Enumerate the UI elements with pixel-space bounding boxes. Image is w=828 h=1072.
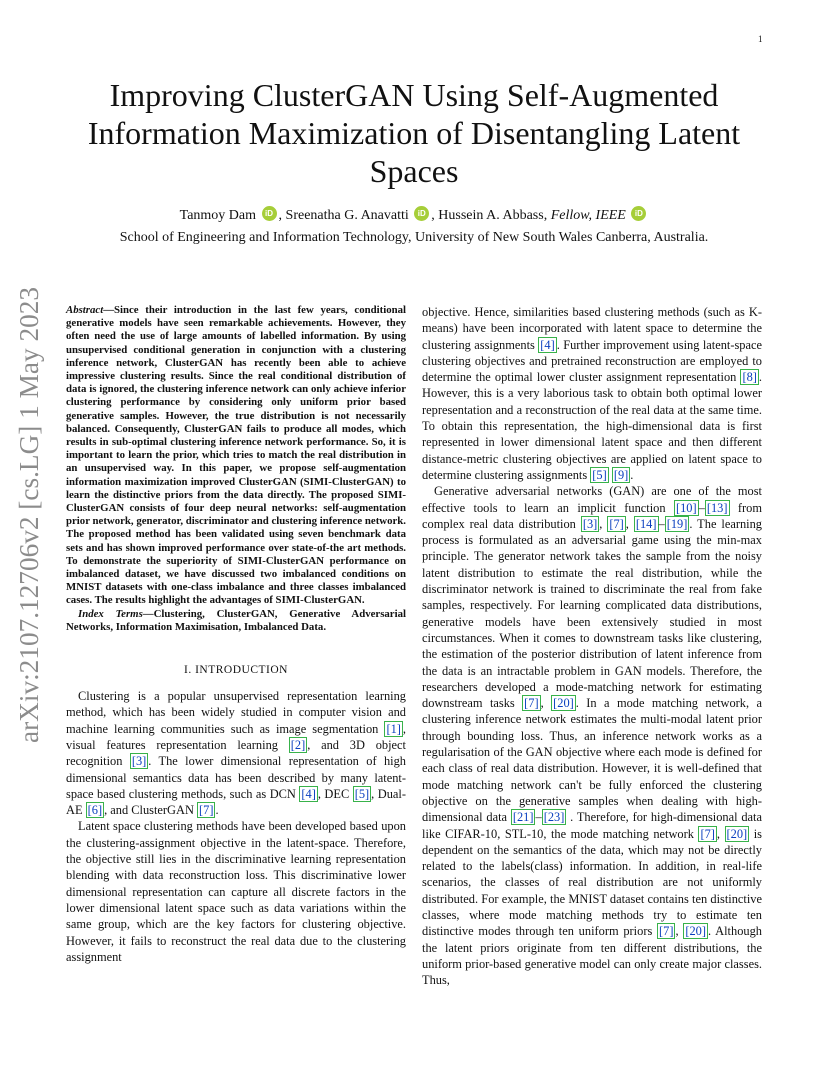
paragraph-text: . [215, 803, 219, 818]
paragraph-text: , [716, 826, 725, 841]
right-body [422, 304, 762, 988]
paragraph-text: . The lower dimensional representation of high dimensional semantics data has been described by many latent-space based clustering methods, such as DCN [66, 754, 406, 801]
page-number: 1 [758, 34, 763, 44]
author-name: Hussein A. Abbass [438, 208, 544, 223]
citation-link[interactable]: [21] [512, 810, 534, 825]
citation-link[interactable]: [8] [742, 370, 757, 385]
paragraph-text: , [540, 696, 552, 711]
arxiv-stamp-text: arXiv:2107.12706v2 [cs.LG] 1 May 2023 [14, 291, 44, 743]
body-paragraph [422, 483, 762, 988]
affiliation: School of Engineering and Information Technology, University of New South Wales Canberra, Australia. [119, 230, 709, 245]
paragraph-text: . Further improvement using latent-space clustering objectives and pretrained reconstruction are employed to determine the optimal lower cluster assignment representation [422, 337, 762, 385]
citation-link[interactable]: [2] [290, 737, 306, 752]
citation-link[interactable]: [7] [659, 924, 674, 939]
citation-link[interactable]: [4] [540, 337, 555, 352]
paragraph-text: . Although the latent priors originate from ten different distributions, the uniform prior-based generative model can only create major classes. Thus, [422, 924, 762, 988]
paragraph-text: . The learning process is formulated as an adversarial game using the min-max principle. The generator network takes the sample from the noisy latent distribution to estimate the real distribution, while the discriminator network is trained to discriminate the real from fake samples, respectively. For learning complicated data distributions, generative models have been extensively studied in most circumstances. When it comes to downstream tasks like clustering, the estimation of the posterior distribution of latent inference from the data is an intractable problem in GAN models. Therefore, the researchers developed a mode-matching network for estimating downstream tasks [422, 516, 762, 711]
paragraph-text: objective. Hence, similarities based clustering methods (such as K-means) have been incorporated with latent space to determine the clustering assignments [422, 305, 762, 352]
citation-link[interactable]: [7] [199, 803, 214, 818]
citation-link[interactable]: [20] [685, 924, 706, 939]
author-honorific: Fellow, IEEE [550, 208, 626, 223]
paragraph-text: , and ClusterGAN [104, 803, 197, 818]
paragraph-text: is dependent on the semantics of the data, which may not be directly related to the labels(class) information. In addition, in real-life scenarios, the classes of real distribution are not uniformly distributed. For example, the MNIST dataset contains ten distinctive classes, where mode matching methods try to estimate ten distinctive modes through ten uniform priors [422, 826, 762, 939]
paragraph-text: Generative adversarial networks (GAN) are one of the most effective tools to learn an implicit function [422, 484, 762, 515]
citation-link[interactable]: [20] [726, 826, 748, 841]
citation-link[interactable]: [13] [706, 500, 728, 515]
citation-link[interactable]: [3] [582, 516, 598, 531]
paragraph-text: – [658, 516, 665, 531]
orcid-icon[interactable]: iD [262, 206, 277, 221]
author-line: Tanmoy Dam iD , Sreenatha G. Anavatti iD , Hussein A. Abbass, Fellow, IEEE iD [60, 206, 768, 225]
orcid-icon[interactable]: iD [631, 206, 646, 221]
orcid-icon[interactable]: iD [414, 206, 429, 221]
citation-link[interactable]: [7] [609, 516, 624, 531]
section-heading: I. INTRODUCTION [184, 664, 288, 677]
paragraph-text: , and 3D object recognition [66, 737, 407, 769]
citation-link[interactable]: [4] [301, 786, 316, 801]
right-column [422, 304, 762, 988]
body-paragraph [422, 304, 762, 483]
paragraph-text: . Therefore, for high-dimensional data like CIFAR-10, STL-10, the mode matching network [422, 810, 762, 841]
paragraph-text: , [599, 516, 608, 531]
citation-link[interactable]: [5] [354, 786, 370, 801]
paragraph-text: . In a mode matching network, a clustering inference network estimates the multi-modal latent prior through bounding loss. Thus, an inference network works as a regularisation of the GAN objective where each mode is defined for each class of real data distribution. However, it is well-defined that mode matching network can't be fully enforced the clustering objective on the generative samples when dealing with high-dimensional data [422, 696, 763, 825]
body-paragraph [66, 688, 406, 818]
citation-link[interactable]: [10] [675, 500, 697, 515]
paragraph-text: , DEC [317, 786, 353, 801]
author-name: Tanmoy Dam [179, 208, 257, 223]
citation-link[interactable]: [9] [613, 467, 629, 482]
citation-link[interactable]: [23] [543, 810, 565, 825]
arxiv-stamp [4, 285, 48, 745]
left-column [66, 304, 406, 965]
paragraph-text: Clustering is a popular unsupervised representation learning method, which has been widely studied in computer vision and machine learning communities such as image segmentation [66, 689, 406, 736]
body-paragraph [66, 818, 406, 965]
citation-link[interactable]: [6] [87, 803, 103, 818]
citation-link[interactable]: [14] [635, 516, 657, 531]
citation-link[interactable]: [5] [592, 467, 607, 482]
paragraph-text: from complex real data distribution [422, 500, 762, 531]
abstract [66, 304, 406, 608]
abstract-label: Abstract [66, 304, 104, 316]
citation-link[interactable]: [7] [700, 826, 715, 841]
paragraph-text: – [698, 500, 705, 515]
paragraph-text: , visual features representation learning [66, 721, 406, 752]
citation-link[interactable]: [3] [131, 754, 147, 769]
author-name: Sreenatha G. Anavatti [285, 208, 409, 223]
paragraph-text: , [625, 516, 634, 531]
paper-title: Improving ClusterGAN Using Self-Augmented Information Maximization of Disentangling Latent Spaces [87, 77, 741, 189]
index-terms-text: —Clustering, ClusterGAN, Generative Adversarial Networks, Information Maximisation, Imbalanced Data. [66, 607, 407, 633]
citation-link[interactable]: [19] [666, 516, 688, 531]
citation-link[interactable]: [1] [386, 721, 401, 736]
paragraph-text: . However, this is a very laborious task to obtain both optimal lower representation and a reconstruction of the real data at the same time. To obtain this representation, the high-dimensional data is first represented in lower dimensional latent space and then different distance-metric clustering objectives are applied on latent space to determine clustering assignments [422, 370, 762, 482]
paragraph-text: – [535, 810, 542, 825]
paragraph-text: , Dual-AE [66, 786, 406, 818]
index-terms-label: Index Terms [78, 607, 143, 620]
citation-link[interactable]: [7] [524, 696, 539, 711]
left-body [66, 688, 406, 965]
citation-link[interactable]: [20] [553, 696, 574, 711]
index-terms [66, 608, 406, 634]
paragraph-text: Latent space clustering methods have been developed based upon the clustering-assignment objective in the latent-space. Therefore, the objective still lies in the discriminative learning representation blending with data reconstruction loss. This discriminative lower dimensional representation can capture all discrete factors in the lower dimensional latent space such as data variations within the same group, which are the key factors for clustering objective. However, it fails to reconstruct the real data due to the clustering assignment [66, 819, 406, 964]
paragraph-text: . [630, 467, 634, 482]
abstract-text: —Since their introduction in the last few years, conditional generative models have seen remarkable achievements. However, they often need the use of large amounts of labelled information. By using unsupervised conditional generation in conjunction with a clustering inference network, ClusterGAN has recently been able to achieve impressive clustering results. Since the real conditional distribution of data is ignored, the clustering inference network can only achieve inferior clustering performance by considering only uniform prior based generative samples. However, the true distribution is not necessarily balanced. Consequently, ClusterGAN fails to produce all modes, which results in sub-optimal clustering inference network performance. So, it is important to learn the prior, which tries to match the real distribution in an unsupervised way. In this paper, we propose self-augmentation information maximization improved ClusterGAN (SIMI-ClusterGAN) to learn the distinctive priors from the data directly. The proposed SIMI-ClusterGAN consists of four deep neural networks: self-augmentation prior network, generator, discriminator and clustering inference network. The proposed method has been validated using seven benchmark data sets and has shown improved performance over state-of-the art methods. To demonstrate the superiority of SIMI-ClusterGAN performance on imbalanced dataset, we have discussed two imbalanced conditions on MNIST datasets with one-class imbalance and three classes imbalanced cases. The results highlight the advantages of SIMI-ClusterGAN. [66, 304, 406, 607]
paragraph-text: , [675, 924, 684, 939]
